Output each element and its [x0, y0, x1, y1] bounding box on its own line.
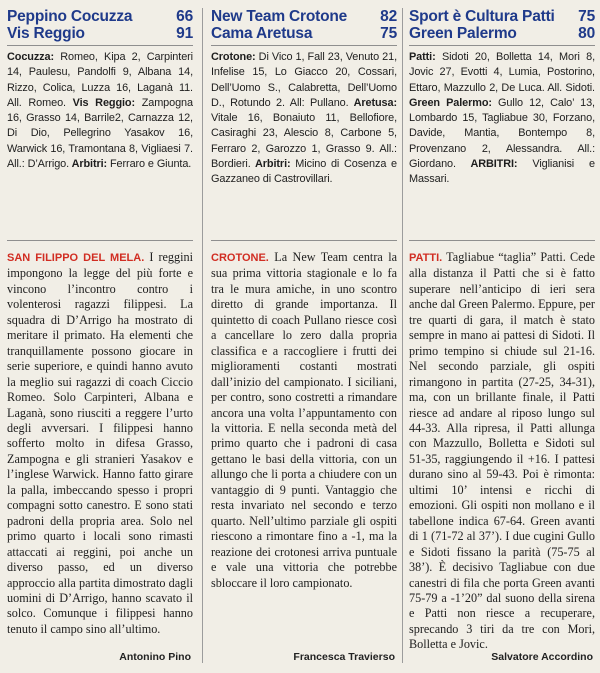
home-team: Peppino Cocuzza	[7, 8, 133, 25]
home-score: 75	[578, 8, 595, 25]
article-column	[407, 0, 597, 673]
away-team: Vis Reggio	[7, 25, 85, 42]
lineup-box	[7, 46, 193, 240]
away-lineup: Gullo 12, Calo’ 13, Lombardo 15, Tagliabue 30, Forzano, Davide, Mantia, Bontempo 8, Provenzano 2, Alessandra. All.: Giordano.	[409, 96, 595, 171]
lineup-box	[409, 46, 595, 240]
home-score: 66	[176, 8, 193, 25]
home-lineup: Sidoti 20, Bolletta 14, Mori 8, Jovic 27, Evotti 4, Lumia, Postorino, Ettaro, Mazzullo 2, De Luca. All. Sidoti.	[409, 51, 595, 94]
column-divider	[202, 8, 203, 663]
author-byline: Francesca Travierso	[293, 651, 395, 663]
author-byline: Salvatore Accordino	[491, 651, 593, 663]
article-text: Tagliabue “taglia” Patti. Cede alla distanza il Patti che si è fatto superare nell’anticipo di ieri sera anche dal Green Palermo. Eppure, per tre quarti di gara, il match è stato sempre in mano ai pattesi di Sidoti. Il primo tempino si chiude sul 21-16. Nel secondo parziale, gli ospiti rimangono in partita (27-25, 34-31), ma, con un brillante finale, il Patti riesce ad andare al riposo lungo sul 44-33. Alla ripresa, il Patti allunga con Mazzullo, Bolletta e Sidoti sul 51-35, raggiungendo il +16. I pattesi durano sino al 59-43. Poi è rimonta: ultimi 10’ intensi e ricchi di emozioni. Gli ospiti non mollano e il tabellone indica 67-64. Green avanti di 1 (71-72 al 37’). I due cugini Gullo e Sidoti fissano la parità (75-75 al 38’). È decisivo Tagliabue con due canestri di fila che porta Green avanti 75-79 a -1’20” dal suono della sirena e Patti non riesce a recuperare, sprecando 3 tiri da tre con Mori, Bolletta e Jovic.	[409, 250, 595, 652]
away-score: 80	[578, 25, 595, 42]
author-byline: Antonino Pino	[119, 651, 191, 663]
article-column	[209, 0, 399, 673]
article-body	[409, 241, 595, 661]
home-score-row	[409, 8, 595, 25]
home-lineup-label: Patti:	[409, 51, 436, 63]
away-score: 75	[380, 25, 397, 42]
scoreboard	[211, 0, 397, 45]
away-lineup-label: Aretusa:	[348, 96, 397, 109]
home-team: New Team Crotone	[211, 8, 348, 25]
away-score-row	[211, 25, 397, 42]
home-score-row	[211, 8, 397, 25]
home-score-row	[7, 8, 193, 25]
home-team: Sport è Cultura Patti	[409, 8, 555, 25]
article-text: La New Team centra la sua prima vittoria stagionale e lo fa tra le mura amiche, in uno scontro diretto di grande importanza. Il quintetto di coach Pullano riesce così a cancellare lo zero dalla propria classifica e a raccogliere i frutti dei miglioramenti costanti mostrati dall’inizio del campionato. I siciliani, per contro, sono costretti a rimandare ancora una volta l’appuntamento con la vittoria. E nella seconda metà del primo quarto che i padroni di casa gettano le basi della vittoria, con un allungo che li porta a chiudere con un vantaggio di 9 punti. Vantaggio che resta invariato nel secondo e terzo quarto. Nell’ultimo parziale gli ospiti riescono a rimontare fino a -1, ma la reazione dei crotonesi arriva puntuale e vale una vittoria che potrebbe sbloccare il loro campionato.	[211, 250, 397, 590]
article-text: I reggini impongono la legge del più forte e vincono l’incontro contro i volenterosi ragazzi filippesi. La squadra di D’Arrigo ha mostrato di meritare il primato. Ha elementi che tranquillamente possono giocare in serie superiore, e quindi hanno avuto la meglio sui ragazzi di coach Ciccio Romeo. Solo Carpinteri, Albana e Laganà, sono riusciti a reggere l’urto degli avversari. I filippesi hanno sofferto molto in difesa Grasso, Zampogna e gli stranieri Yasakov e l’inglese Warwick. Hanno fatto girare la palla, imbeccando spesso i propri compagni sotto canestro. E sono stati padroni della propria area. Solo nel primo quarto i locali sono rimasti attaccati ai reggini, poi anche un diverso passo, ed un diverso approccio alla partita dimostrato dagli uomini di D’Arrigo, hanno scavato il solco. Comunque i filippesi hanno tenuto il campo sino all’ultimo.	[7, 250, 193, 636]
away-score-row	[7, 25, 193, 42]
referees-label: Arbitri:	[69, 158, 108, 171]
home-lineup: Di Vico 1, Fall 23, Venuto 21, Infelise 15, Lo Giacco 20, Cossari, Dell’Uomo S., Calabretta, Dell’Uomo D., Rotundo 2. All: Pullano.	[211, 51, 397, 109]
away-team: Cama Aretusa	[211, 25, 313, 42]
column-divider	[402, 8, 403, 663]
home-score: 82	[380, 8, 397, 25]
away-lineup: Vitale 16, Bonaiuto 11, Bellofiore, Casiraghi 23, Alescio 8, Carbone 5, Ferraro 2, Garozzo 1, Grasso 9. All.: Bordieri.	[211, 112, 397, 171]
referees-label: Arbitri:	[250, 158, 291, 171]
away-lineup: Zampogna 16, Grasso 14, Barrile2, Carnazza 12, Di Dio, Pellegrino Yasakov 16, Warwick 16, Tramontana 8, Vigliaesi 7. All.: D’Arrigo.	[7, 96, 193, 171]
referees: Ferraro e Giunta.	[107, 158, 192, 171]
scoreboard	[7, 0, 193, 45]
home-lineup-label: Cocuzza:	[7, 51, 55, 63]
away-lineup-label: Vis Reggio:	[65, 96, 136, 109]
scoreboard	[409, 0, 595, 45]
referees-label: ARBITRI:	[455, 158, 518, 171]
referees: Micino di Cosenza e Gazzaneo di Castrovillari.	[211, 158, 397, 186]
article-column	[5, 0, 195, 673]
article-body	[211, 241, 397, 661]
dateline-kicker: PATTI.	[409, 252, 443, 264]
article-body	[7, 241, 193, 661]
away-score-row	[409, 25, 595, 42]
home-lineup-label: Crotone:	[211, 51, 256, 63]
referees: Viglianisi e Massari.	[409, 158, 595, 186]
home-lineup: Romeo, Kipa 2, Carpinteri 14, Paulesu, Pandolfi 9, Albana 14, Rizzo, Colica, Luzza 16, Laganà 11. All. Romeo.	[7, 51, 193, 109]
away-score: 91	[176, 25, 193, 42]
lineup-box	[211, 46, 397, 240]
dateline-kicker: SAN FILIPPO DEL MELA.	[7, 252, 145, 264]
dateline-kicker: CROTONE.	[211, 252, 269, 264]
away-team: Green Palermo	[409, 25, 517, 42]
away-lineup-label: Green Palermo:	[409, 96, 492, 109]
